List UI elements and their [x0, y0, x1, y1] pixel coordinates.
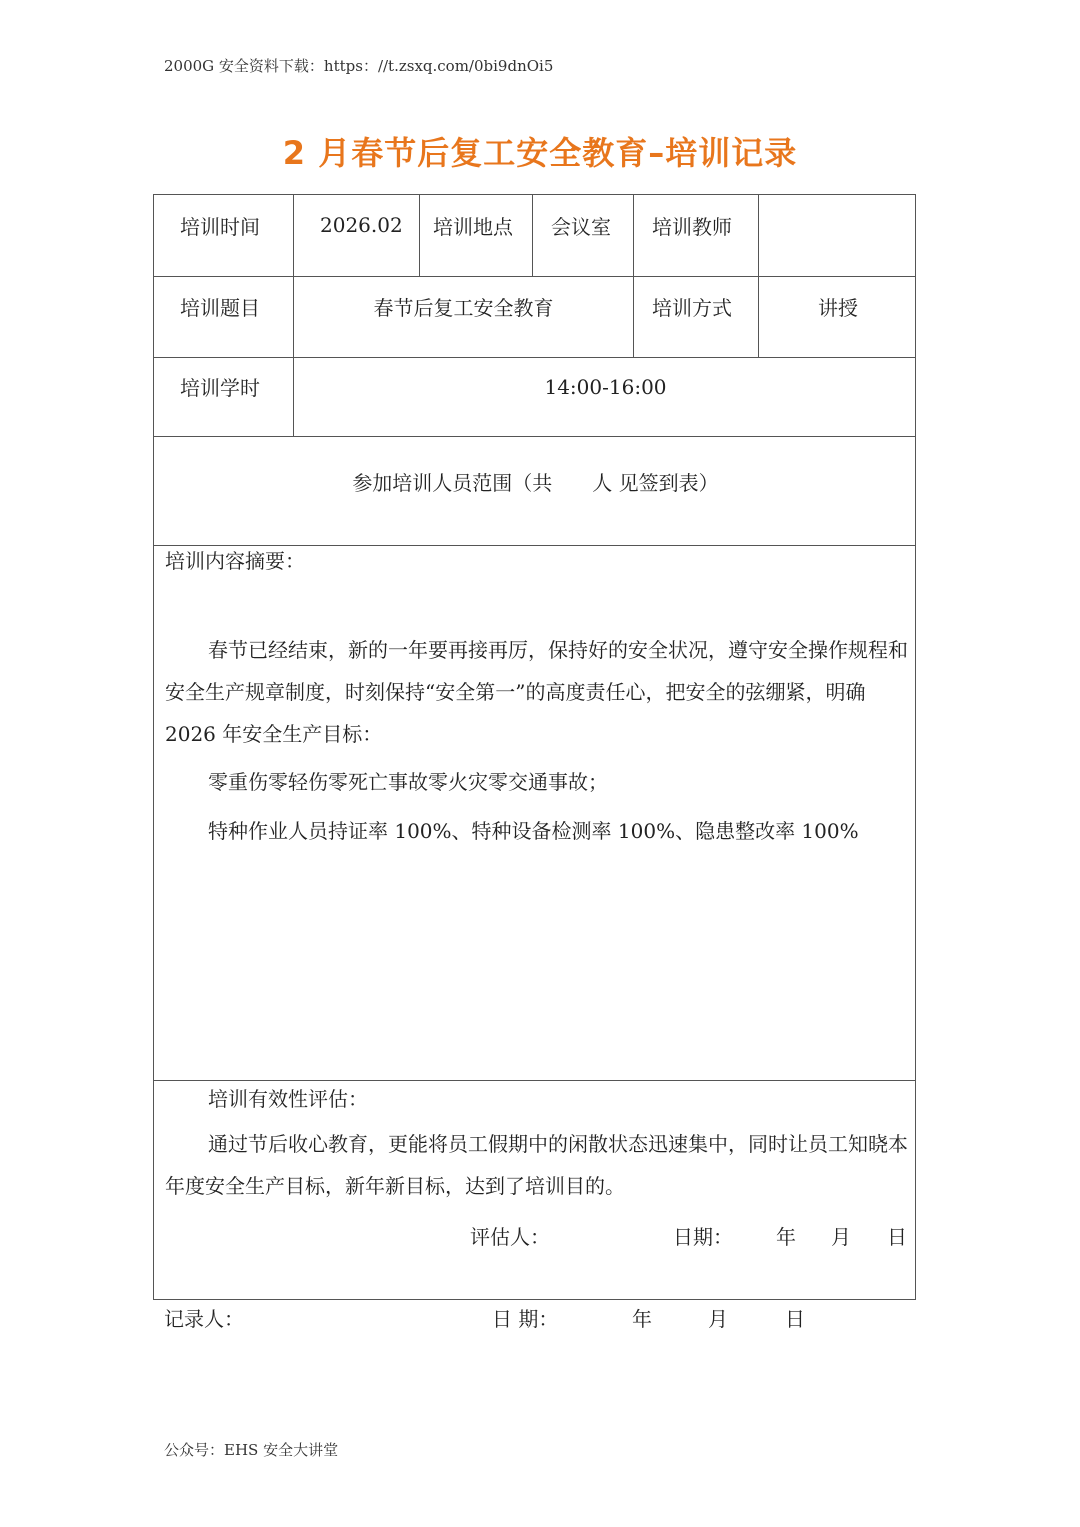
training-topic-value: 春节后复工安全教育: [373, 296, 554, 320]
row-divider: [154, 1080, 915, 1081]
column-divider: [532, 195, 533, 276]
header-download-note: 2000G 安全资料下载：https：//t.zsxq.com/0bi9dnOi5: [164, 57, 554, 75]
training-teacher-label: 培训教师: [652, 215, 732, 239]
row-divider: [154, 276, 915, 277]
record-month-label: 月: [708, 1307, 728, 1331]
record-year-label: 年: [632, 1307, 652, 1331]
evaluator-label: 评估人：: [470, 1225, 550, 1249]
training-location-label: 培训地点: [433, 215, 513, 239]
training-record-table: [153, 194, 916, 1300]
participants-scope: 参加培训人员范围（共 人 见签到表）: [352, 471, 719, 495]
training-time-label: 培训时间: [180, 215, 260, 239]
column-divider: [419, 195, 420, 276]
record-date-label: 日 期：: [492, 1307, 559, 1331]
evaluation-month-label: 月: [831, 1225, 851, 1249]
column-divider: [758, 195, 759, 357]
row-divider: [154, 357, 915, 358]
evaluation-text: 通过节后收心教育，更能将员工假期中的闲散状态迅速集中，同时让员工知晓本年度安全生产目标，新年新目标，达到了培训目的。: [165, 1132, 908, 1198]
public-account-note: 公众号：EHS 安全大讲堂: [164, 1441, 339, 1459]
training-topic-label: 培训题目: [180, 296, 260, 320]
content-compliance-rates: 特种作业人员持证率 100%、特种设备检测率 100%、隐患整改率 100%: [208, 819, 859, 843]
column-divider: [633, 195, 634, 357]
training-location-value: 会议室: [551, 215, 611, 239]
record-day-label: 日: [785, 1307, 805, 1331]
evaluation-date-label: 日期：: [673, 1225, 733, 1249]
content-safety-goals: 零重伤零轻伤零死亡事故零火灾零交通事故；: [208, 770, 608, 794]
evaluation-label: 培训有效性评估：: [208, 1087, 368, 1111]
row-divider: [154, 436, 915, 437]
training-hours-label: 培训学时: [180, 376, 260, 400]
recorder-label: 记录人：: [164, 1307, 244, 1331]
training-time-value: 2026.02: [320, 213, 403, 237]
training-method-label: 培训方式: [652, 296, 732, 320]
training-hours-value: 14:00-16:00: [544, 375, 667, 399]
evaluation-year-label: 年: [776, 1225, 796, 1249]
content-summary-label: 培训内容摘要：: [165, 549, 305, 573]
document-title: 2 月春节后复工安全教育–培训记录: [282, 134, 798, 172]
evaluation-day-label: 日: [887, 1225, 907, 1249]
training-method-value: 讲授: [818, 296, 858, 320]
content-paragraph: 春节已经结束，新的一年要再接再厉，保持好的安全状况，遵守安全操作规程和安全生产规章制度，时刻保持“安全第一”的高度责任心，把安全的弦绷紧，明确 2026 年安全生产目标：: [165, 638, 908, 746]
